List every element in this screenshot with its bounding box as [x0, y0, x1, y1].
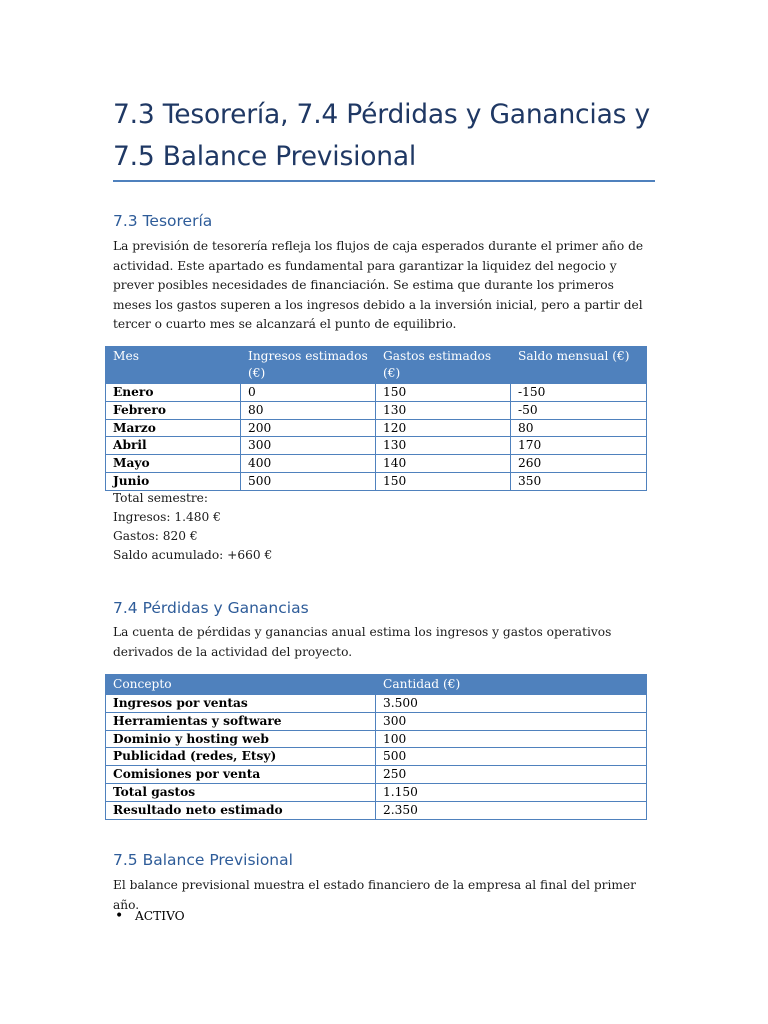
table-cell: Mayo: [106, 455, 241, 473]
table-cell: Resultado neto estimado: [106, 801, 376, 819]
column-header: Ingresos estimados (€): [241, 347, 376, 384]
table-cell: 2.350: [376, 801, 647, 819]
table-cell: 3.500: [376, 695, 647, 713]
table-cell: 80: [511, 419, 647, 437]
table-row: [106, 472, 647, 490]
table-row: [106, 712, 647, 730]
section-heading-balance-previsional: 7.5 Balance Previsional: [113, 851, 293, 869]
document-title: 7.3 Tesorería, 7.4 Pérdidas y Ganancias y 7.5 Balance Previsional: [113, 99, 650, 172]
table-row: [106, 384, 647, 402]
table-cell: Ingresos por ventas: [106, 695, 376, 713]
column-header: Concepto: [106, 675, 376, 695]
table-cell: Dominio y hosting web: [106, 730, 376, 748]
section-heading-tesoreria: 7.3 Tesorería: [113, 212, 213, 230]
table-cell: Febrero: [106, 401, 241, 419]
table-cell: 0: [241, 384, 376, 402]
tesoreria-paragraph: La previsión de tesorería refleja los flujos de caja esperados durante el primer año de actividad. Este apartado es fundamental para garantizar la liquidez del negocio y prever posibles necesidades de financiación. Se estima que durante los primeros meses los gastos superen a los ingresos debido a la inversión inicial, pero a partir del tercer o cuarto mes se alcanzará el punto de equilibrio.: [113, 239, 644, 331]
table-header-row: [106, 675, 647, 695]
table-cell: 200: [241, 419, 376, 437]
table-cell: 350: [511, 472, 647, 490]
column-header: Saldo mensual (€): [511, 347, 647, 384]
table-cell: 130: [376, 437, 511, 455]
table-cell: 150: [376, 384, 511, 402]
table-cell: 500: [241, 472, 376, 490]
table-row: [106, 437, 647, 455]
total-semestre-label: Total semestre:: [113, 491, 208, 505]
table-cell: Enero: [106, 384, 241, 402]
balance-previsional-paragraph: El balance previsional muestra el estado financiero de la empresa al final del primer año.: [113, 878, 636, 912]
table-row: [106, 455, 647, 473]
saldo-acumulado: Saldo acumulado: +660 €: [113, 548, 273, 562]
table-header-row: [106, 347, 647, 384]
bullet-icon: •: [115, 908, 124, 924]
table-row: [106, 730, 647, 748]
table-cell: -50: [511, 401, 647, 419]
table-cell: Junio: [106, 472, 241, 490]
column-header: Cantidad (€): [376, 675, 647, 695]
table-cell: 120: [376, 419, 511, 437]
perdidas-ganancias-paragraph: La cuenta de pérdidas y ganancias anual estima los ingresos y gastos operativos derivados de la actividad del proyecto.: [113, 625, 612, 659]
table-cell: 300: [241, 437, 376, 455]
table-cell: Comisiones por venta: [106, 766, 376, 784]
table-cell: 100: [376, 730, 647, 748]
column-header: Gastos estimados (€): [376, 347, 511, 384]
table-row: [106, 801, 647, 819]
table-cell: 130: [376, 401, 511, 419]
table-cell: 400: [241, 455, 376, 473]
title-underline: [113, 180, 655, 182]
bullet-list: [113, 906, 185, 926]
table-cell: 500: [376, 748, 647, 766]
total-gastos: Gastos: 820 €: [113, 529, 198, 543]
table-cell: -150: [511, 384, 647, 402]
total-ingresos: Ingresos: 1.480 €: [113, 510, 221, 524]
table-row: [106, 766, 647, 784]
table-cell: Publicidad (redes, Etsy): [106, 748, 376, 766]
table-row: [106, 695, 647, 713]
list-item-label: ACTIVO: [135, 909, 185, 923]
table-cell: Marzo: [106, 419, 241, 437]
table-cell: 80: [241, 401, 376, 419]
table-row: [106, 783, 647, 801]
table-row: [106, 401, 647, 419]
table-cell: 1.150: [376, 783, 647, 801]
list-item: [113, 906, 185, 926]
table-cell: 250: [376, 766, 647, 784]
table-cell: 260: [511, 455, 647, 473]
table-row: [106, 419, 647, 437]
table-cell: 170: [511, 437, 647, 455]
table-cell: 140: [376, 455, 511, 473]
table-cell: Herramientas y software: [106, 712, 376, 730]
table-cell: 300: [376, 712, 647, 730]
section-heading-perdidas-ganancias: 7.4 Pérdidas y Ganancias: [113, 599, 309, 617]
table-cell: Abril: [106, 437, 241, 455]
table-row: [106, 748, 647, 766]
perdidas-ganancias-table: [105, 674, 647, 820]
column-header: Mes: [106, 347, 241, 384]
table-cell: Total gastos: [106, 783, 376, 801]
table-cell: 150: [376, 472, 511, 490]
tesoreria-table: [105, 346, 647, 491]
